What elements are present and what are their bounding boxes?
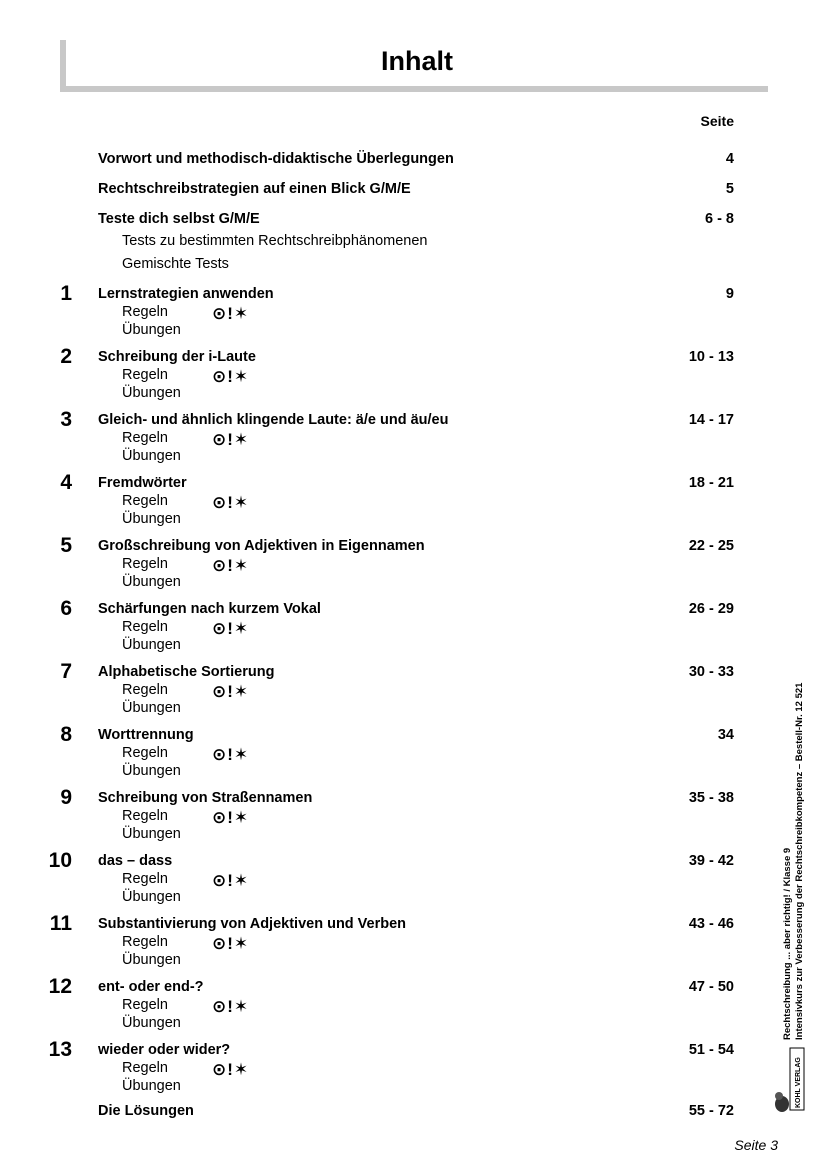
chapter-exercises-label: Übungen xyxy=(122,763,181,779)
chapter-number: 8 xyxy=(60,723,72,746)
target-exclamation-star-icon: ⊙!✶ xyxy=(212,808,250,827)
chapter-number: 7 xyxy=(60,660,72,683)
side-imprint-line2: Intensivkurs zur Verbesserung der Rechtschreibkompetenz – Bestell-Nr. 12 521 xyxy=(794,682,805,1040)
chapter-number: 11 xyxy=(49,912,72,935)
chapter-rules-label: Regeln xyxy=(122,745,168,761)
target-exclamation-star-icon: ⊙!✶ xyxy=(212,367,250,386)
chapter-rules-label: Regeln xyxy=(122,367,168,383)
target-exclamation-star-icon: ⊙!✶ xyxy=(212,430,250,449)
chapter-exercises-label: Übungen xyxy=(122,889,181,905)
chapter-rules-label: Regeln xyxy=(122,871,168,887)
side-imprint-line1: Rechtschreibung ... aber richtig! / Klasse 9 xyxy=(782,847,793,1040)
chapter-pages: 34 xyxy=(717,727,734,743)
chapter-pages: 35 - 38 xyxy=(688,790,734,806)
chapter-title: Lernstrategien anwenden xyxy=(98,286,274,302)
toc-entry-title: Vorwort und methodisch-didaktische Überlegungen xyxy=(98,151,454,167)
toc-subentry: Gemischte Tests xyxy=(122,256,229,272)
chapter-exercises-label: Übungen xyxy=(122,1015,181,1031)
chapter-number: 12 xyxy=(48,975,72,998)
chapter-pages: 18 - 21 xyxy=(688,475,734,491)
chapter-title: ent- oder end-? xyxy=(98,979,204,995)
chapter-number: 9 xyxy=(60,786,72,809)
chapter-rules-label: Regeln xyxy=(122,304,168,320)
chapter-rules-label: Regeln xyxy=(122,682,168,698)
toc-entry-title: Teste dich selbst G/M/E xyxy=(98,211,260,227)
chapter-exercises-label: Übungen xyxy=(122,637,181,653)
target-exclamation-star-icon: ⊙!✶ xyxy=(212,745,250,764)
chapter-title: das – dass xyxy=(98,853,173,869)
side-imprint xyxy=(782,683,806,1040)
solutions-pages: 55 - 72 xyxy=(688,1103,734,1119)
chapter-exercises-label: Übungen xyxy=(122,952,181,968)
chapter-title: Gleich- und ähnlich klingende Laute: ä/e und äu/eu xyxy=(98,412,449,428)
chapter-rules-label: Regeln xyxy=(122,1060,168,1076)
chapter-title: Schreibung von Straßennamen xyxy=(98,790,313,806)
chapter-number: 5 xyxy=(60,534,72,557)
chapter-pages: 43 - 46 xyxy=(688,916,734,932)
page-title: Inhalt xyxy=(381,46,453,76)
chapter-exercises-label: Übungen xyxy=(122,322,181,338)
chapter-pages: 51 - 54 xyxy=(688,1042,734,1058)
target-exclamation-star-icon: ⊙!✶ xyxy=(212,934,250,953)
chapter-title: Alphabetische Sortierung xyxy=(98,664,275,680)
chapter-pages: 10 - 13 xyxy=(688,349,734,365)
chapter-rules-label: Regeln xyxy=(122,619,168,635)
target-exclamation-star-icon: ⊙!✶ xyxy=(212,556,250,575)
chapter-exercises-label: Übungen xyxy=(122,1078,181,1094)
toc-entry-pages: 5 xyxy=(725,181,734,197)
chapter-title: Fremdwörter xyxy=(98,475,187,491)
chapter-number: 4 xyxy=(60,471,72,494)
chapter-exercises-label: Übungen xyxy=(122,574,181,590)
chapter-pages: 9 xyxy=(725,286,734,302)
chapter-exercises-label: Übungen xyxy=(122,826,181,842)
toc-entry-title: Rechtschreibstrategien auf einen Blick G/M/E xyxy=(98,181,411,197)
chapter-number: 10 xyxy=(48,849,72,872)
chapter-rules-label: Regeln xyxy=(122,808,168,824)
publisher-logo-text: KOHL VERLAG xyxy=(795,1057,802,1108)
chapter-number: 3 xyxy=(60,408,72,431)
chapter-title: Großschreibung von Adjektiven in Eigennamen xyxy=(98,538,425,554)
toc-entry-pages: 6 - 8 xyxy=(704,211,734,227)
chapter-pages: 39 - 42 xyxy=(688,853,734,869)
chapter-pages: 30 - 33 xyxy=(688,664,734,680)
chapter-pages: 47 - 50 xyxy=(688,979,734,995)
publisher-logo xyxy=(772,1046,808,1116)
chapter-exercises-label: Übungen xyxy=(122,700,181,716)
target-exclamation-star-icon: ⊙!✶ xyxy=(212,1060,250,1079)
target-exclamation-star-icon: ⊙!✶ xyxy=(212,493,250,512)
target-exclamation-star-icon: ⊙!✶ xyxy=(212,682,250,701)
chapter-number: 13 xyxy=(48,1038,72,1061)
chapter-number: 2 xyxy=(60,345,72,368)
chapter-rules-label: Regeln xyxy=(122,556,168,572)
chapter-rules-label: Regeln xyxy=(122,934,168,950)
toc-entry-pages: 4 xyxy=(725,151,734,167)
chapter-title: wieder oder wider? xyxy=(98,1042,231,1058)
chapter-title: Schärfungen nach kurzem Vokal xyxy=(98,601,321,617)
chapter-rules-label: Regeln xyxy=(122,997,168,1013)
solutions-title: Die Lösungen xyxy=(98,1103,194,1119)
target-exclamation-star-icon: ⊙!✶ xyxy=(212,997,250,1016)
chapter-title: Schreibung der i-Laute xyxy=(98,349,256,365)
chapter-rules-label: Regeln xyxy=(122,430,168,446)
chapter-pages: 14 - 17 xyxy=(688,412,734,428)
chapter-pages: 22 - 25 xyxy=(688,538,734,554)
chapter-number: 1 xyxy=(60,282,72,305)
chapter-title: Worttrennung xyxy=(98,727,194,743)
page-column-header: Seite xyxy=(700,113,734,129)
target-exclamation-star-icon: ⊙!✶ xyxy=(212,304,250,323)
chapter-title: Substantivierung von Adjektiven und Verben xyxy=(98,916,407,932)
chapter-exercises-label: Übungen xyxy=(122,448,181,464)
chapter-exercises-label: Übungen xyxy=(122,511,181,527)
target-exclamation-star-icon: ⊙!✶ xyxy=(212,871,250,890)
toc-subentry: Tests zu bestimmten Rechtschreibphänomenen xyxy=(122,233,428,249)
page-number-footer: Seite 3 xyxy=(734,1137,778,1153)
chapter-pages: 26 - 29 xyxy=(688,601,734,617)
title-bar xyxy=(60,40,768,92)
chapter-exercises-label: Übungen xyxy=(122,385,181,401)
target-exclamation-star-icon: ⊙!✶ xyxy=(212,619,250,638)
chapter-number: 6 xyxy=(60,597,72,620)
chapter-rules-label: Regeln xyxy=(122,493,168,509)
